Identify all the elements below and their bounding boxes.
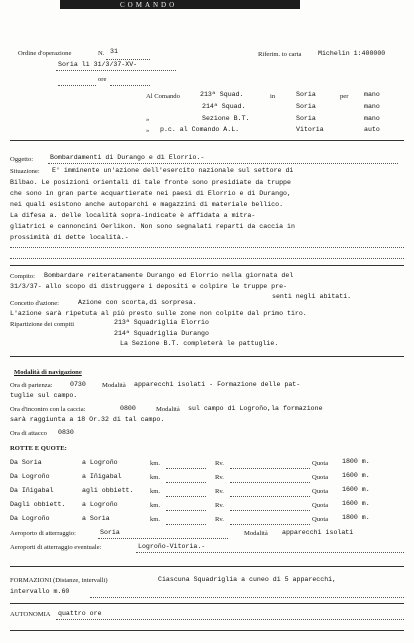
rv-line-5 — [230, 524, 310, 525]
autonomia-label: AUTONOMIA — [10, 611, 51, 618]
rotte-to-3: agli obbiett. — [82, 487, 134, 494]
modalita-label-1: Modalità — [102, 382, 126, 389]
km-label-4: km. — [150, 502, 161, 509]
divider-1 — [10, 140, 404, 141]
km-label-1: km. — [150, 460, 161, 467]
recipient-unit-3: Sezione B.T. — [202, 115, 250, 122]
quota-value-2: 1600 m. — [342, 472, 370, 479]
km-line-1 — [166, 468, 206, 469]
compito-label: Compito: — [10, 273, 35, 280]
atterraggio-modalita-label: Modalità — [244, 530, 268, 537]
atterraggio-eventuale-label: Aeroporti di atterraggio eventuale: — [10, 544, 102, 551]
rv-label-3: Rv. — [215, 488, 224, 495]
rv-label-5: Rv. — [215, 516, 224, 523]
situazione-line-1: E' imminente un'azione dell'esercito nazionale sul settore di — [52, 167, 294, 174]
km-line-5 — [166, 524, 206, 525]
numero-value: 31 — [110, 48, 118, 55]
quota-value-3: 1600 m. — [342, 486, 370, 493]
atterraggio-line — [98, 538, 228, 539]
header-banner — [60, 0, 300, 9]
recipient-unit-1: 213ª Squad. — [200, 91, 244, 98]
blank-line-2 — [10, 258, 404, 259]
ore-line-left — [58, 85, 96, 86]
km-label-2: km. — [150, 474, 161, 481]
rotte-from-5: Da Logroño — [10, 515, 50, 522]
divider-6 — [10, 630, 404, 631]
km-label-3: km. — [150, 488, 161, 495]
ripartizione-line-2: 214ª Squadriglia Durango — [114, 330, 209, 337]
rv-line-3 — [230, 496, 310, 497]
ripartizione-line-1: 213ª Squadriglia Elorrio — [114, 319, 209, 326]
km-label-5: km. — [150, 516, 161, 523]
km-line-2 — [166, 482, 206, 483]
atterraggio-eventuale: Logroño-Vitoria.- — [138, 543, 206, 550]
modalita-label-2: Modalità — [156, 406, 180, 413]
oggetto-text: Bombardamenti di Durango e di Elorrio.- — [50, 154, 205, 161]
quota-label-5: Quota — [312, 516, 329, 523]
incontro-label: Ora d'incontro con la caccia: — [10, 406, 86, 413]
place-date-line — [56, 70, 176, 71]
attacco-label: Ora di attacco — [10, 430, 47, 437]
formazioni-line — [90, 597, 404, 598]
formazioni-line-2: intervallo m.60 — [10, 588, 70, 595]
divider-4 — [10, 566, 404, 567]
rv-label-2: Rv. — [215, 474, 224, 481]
recipient-mode-3: mano — [364, 115, 380, 122]
recipient-place-1: Soria — [296, 91, 316, 98]
ore-line-right — [110, 85, 150, 86]
rotte-to-1: a Logroño — [82, 459, 118, 466]
rv-line-4 — [230, 510, 310, 511]
eventuale-line — [136, 552, 404, 553]
oggetto-line — [48, 163, 398, 164]
header-banner-text: COMANDO — [120, 1, 178, 9]
km-line-3 — [166, 496, 206, 497]
rotte-from-4: Dagli obbiett. — [10, 501, 66, 508]
rotte-from-3: Da Iñigabal — [10, 487, 54, 494]
navigazione-heading: Modalità di navigazione — [14, 369, 82, 376]
concetto-line-1: Azione con scorta,di sorpresa. — [78, 299, 197, 306]
rv-line-1 — [230, 468, 310, 469]
numero-line — [106, 59, 150, 60]
place-date: Soria li 31/3/37-XV- — [58, 61, 138, 68]
situazione-line-5: La difesa a. delle località sopra-indicate è affidata a mitra- — [10, 212, 256, 219]
modalita-1: apparecchi isolati - Formazione delle pat- — [134, 381, 301, 388]
situazione-line-2: Bilbao. Le posizioni orientali di tale fronte sono presidiate da truppe — [10, 179, 291, 186]
recipient-mode-1: mano — [364, 91, 380, 98]
riferim-value: Michelin 1:400000 — [318, 50, 386, 57]
divider-2 — [10, 265, 404, 266]
rotte-to-2: a Iñigabal — [82, 473, 122, 480]
riferim-label: Riferim. to carta — [258, 51, 302, 58]
quota-label-3: Quota — [312, 488, 329, 495]
quota-label-4: Quota — [312, 502, 329, 509]
situazione-line-4: nei quali esistono anche autoparchi e magazzini di materiale bellico. — [10, 201, 284, 208]
compito-line-2: 31/3/37- allo scopo di distruggere i depositi e colpire le truppe pre- — [10, 283, 287, 290]
partenza-value: 0730 — [70, 381, 86, 388]
situazione-line-7: prossimità di dette località.- — [10, 234, 129, 241]
modalita-2: sul campo di Logroño,la formazione — [188, 405, 323, 412]
recipient-place-2: Soria — [296, 103, 316, 110]
ore-label: ore — [98, 76, 107, 83]
km-line-4 — [166, 510, 206, 511]
ordine-label: Ordine d'operazione — [18, 50, 72, 57]
quota-value-4: 1600 m. — [342, 500, 370, 507]
al-comando-label: Al Comando — [146, 93, 180, 100]
concetto-label: Concetto d'azione: — [10, 300, 59, 307]
modalita-1b: tuglie sul campo. — [10, 392, 78, 399]
quota-value-5: 1800 m. — [342, 514, 370, 521]
quota-label-2: Quota — [312, 474, 329, 481]
situazione-line-6: gliatrici e cannoncini Oerlikon. Non sono segnalati reparti da caccia in — [10, 223, 295, 230]
situazione-line-3: che sono in gran parte acquartierate nei paesi di Elorrio e di Durango, — [10, 190, 291, 197]
oggetto-label: Oggetto: — [10, 156, 34, 163]
recipient-mode-2: mano — [364, 103, 380, 110]
recipient-mode-4: auto — [364, 126, 380, 133]
divider-3 — [10, 356, 404, 357]
rv-label-1: Rv. — [215, 460, 224, 467]
rv-line-2 — [230, 482, 310, 483]
rotte-from-2: Da Logroño — [10, 473, 50, 480]
atterraggio-value: Soria — [100, 529, 120, 536]
recipient-unit-2: 214ª Squad. — [202, 103, 246, 110]
partenza-label: Ora di partenza: — [10, 382, 53, 389]
compito-line-3: senti negli abitati. — [272, 293, 352, 300]
in-label: in — [270, 93, 276, 100]
atterraggio-label: Aeroporto di atterraggio: — [10, 530, 76, 537]
recipient-place-3: Soria — [296, 115, 316, 122]
blank-line-1 — [10, 247, 404, 248]
concetto-line-2: L'azione sarà ripetuta al più presto sulle zone non colpite dal primo tiro. — [10, 310, 307, 317]
quota-value-1: 1800 m. — [342, 458, 370, 465]
formazioni-label: FORMAZIONI (Distanze, intervalli) — [10, 577, 108, 584]
formazioni-line-1: Ciascuna Squadriglia a cuneo di 5 apparecchi, — [158, 576, 337, 583]
atterraggio-modalita: apparecchi isolati — [282, 529, 354, 536]
numero-label: N. — [98, 50, 105, 57]
rv-label-4: Rv. — [215, 502, 224, 509]
rotte-to-5: a Soria — [82, 515, 110, 522]
recipient-place-4: Vitoria — [296, 126, 324, 133]
operation-order-page: COMANDO Ordine d'operazione N. 31 Riferim. to carta Michelin 1:400000 Soria li 31/3/37-XV- ore Al Comando 213ª Squad. in Soria per mano 214ª Squad. Soria mano » Sezione B.T. Soria mano » p.c. al Comando A.L. Vitoria auto Oggetto: Bombardamenti di Durango e di Elorrio.- Situazione: E' imminente un'azione dell'esercito nazionale sul settore di Bilbao. Le posizioni orientali di tale fronte sono presidiate da truppe che sono in gran parte acquartierate nei paesi di Elorrio e di Durango, nei quali esistono anche autoparchi e magazzini di materiale bellico. La difesa a. delle località sopra-indicate è affidata a mitra- gliatrici e cannoncini Oerlikon. Non sono segnalati reparti da caccia in prossimità di dette località.- Compito: Bombardare reiteratamente Durango ed Elorrio nella giornata del 31/3/37- allo scopo di distruggere i depositi e colpire le truppe pre- senti negli abitati. Concetto d'azione: Azione con scorta,di sorpresa. L'azione sarà ripetuta al più presto sulle zone non colpite dal primo tiro. Ripartizione dei compiti 213ª Squadriglia Elorrio 214ª Squadriglia Durango La Sezione B.T. completerà le pattuglie. Modalità di navigazione Ora di partenza: 0730 Modalità apparecchi isolati - Formazione delle pat- tuglie sul campo. Ora d'incontro con la caccia: 0800 Modalità sul campo di Logroño,la formazione sarà raggiunta a 18 Or.32 di tal campo. Ora di attacco 0830 ROTTE E QUOTE: Da Soria a Logroño km. Rv. Quota 1800 m. Da Logroño a Iñigabal km. Rv. Quota 1600 m. Da Iñigabal agli obbiett. km. Rv. Quota 1600 m. Dagli obbiett. a Logroño km. Rv. Quota 1600 m. Da Logroño a Soria km. Rv. Quota 1800 m. Aeroporto di atterraggio: Soria Modalità apparecchi isolati Aeroporti di atterraggio eventuale: Logroño-Vitoria.- FORMAZIONI (Distanze, intervalli) Ciascuna Squadriglia a cuneo di 5 apparecchi, intervallo m.60 AUTONOMIA quattro ore — [0, 0, 414, 643]
autonomia-value: quattro ore — [58, 610, 102, 617]
quota-label-1: Quota — [312, 460, 329, 467]
compito-line-1: Bombardare reiteratamente Durango ed Elorrio nella giornata del — [44, 272, 294, 279]
rotte-heading: ROTTE E QUOTE: — [10, 445, 67, 452]
ripartizione-label: Ripartizione dei compiti — [10, 321, 75, 328]
recipient-unit-4: p.c. al Comando A.L. — [160, 126, 240, 133]
ripartizione-line-3: La Sezione B.T. completerà le pattuglie. — [120, 340, 279, 347]
rotte-from-1: Da Soria — [10, 459, 42, 466]
incontro-value: 0800 — [120, 405, 136, 412]
modalita-2b: sarà raggiunta a 18 Or.32 di tal campo. — [10, 416, 165, 423]
attacco-value: 0830 — [58, 429, 74, 436]
per-label: per — [340, 93, 349, 100]
situazione-label: Situazione: — [10, 168, 40, 175]
autonomia-line — [56, 619, 404, 620]
divider-5 — [10, 603, 404, 604]
rotte-to-4: a Logroño — [82, 501, 118, 508]
